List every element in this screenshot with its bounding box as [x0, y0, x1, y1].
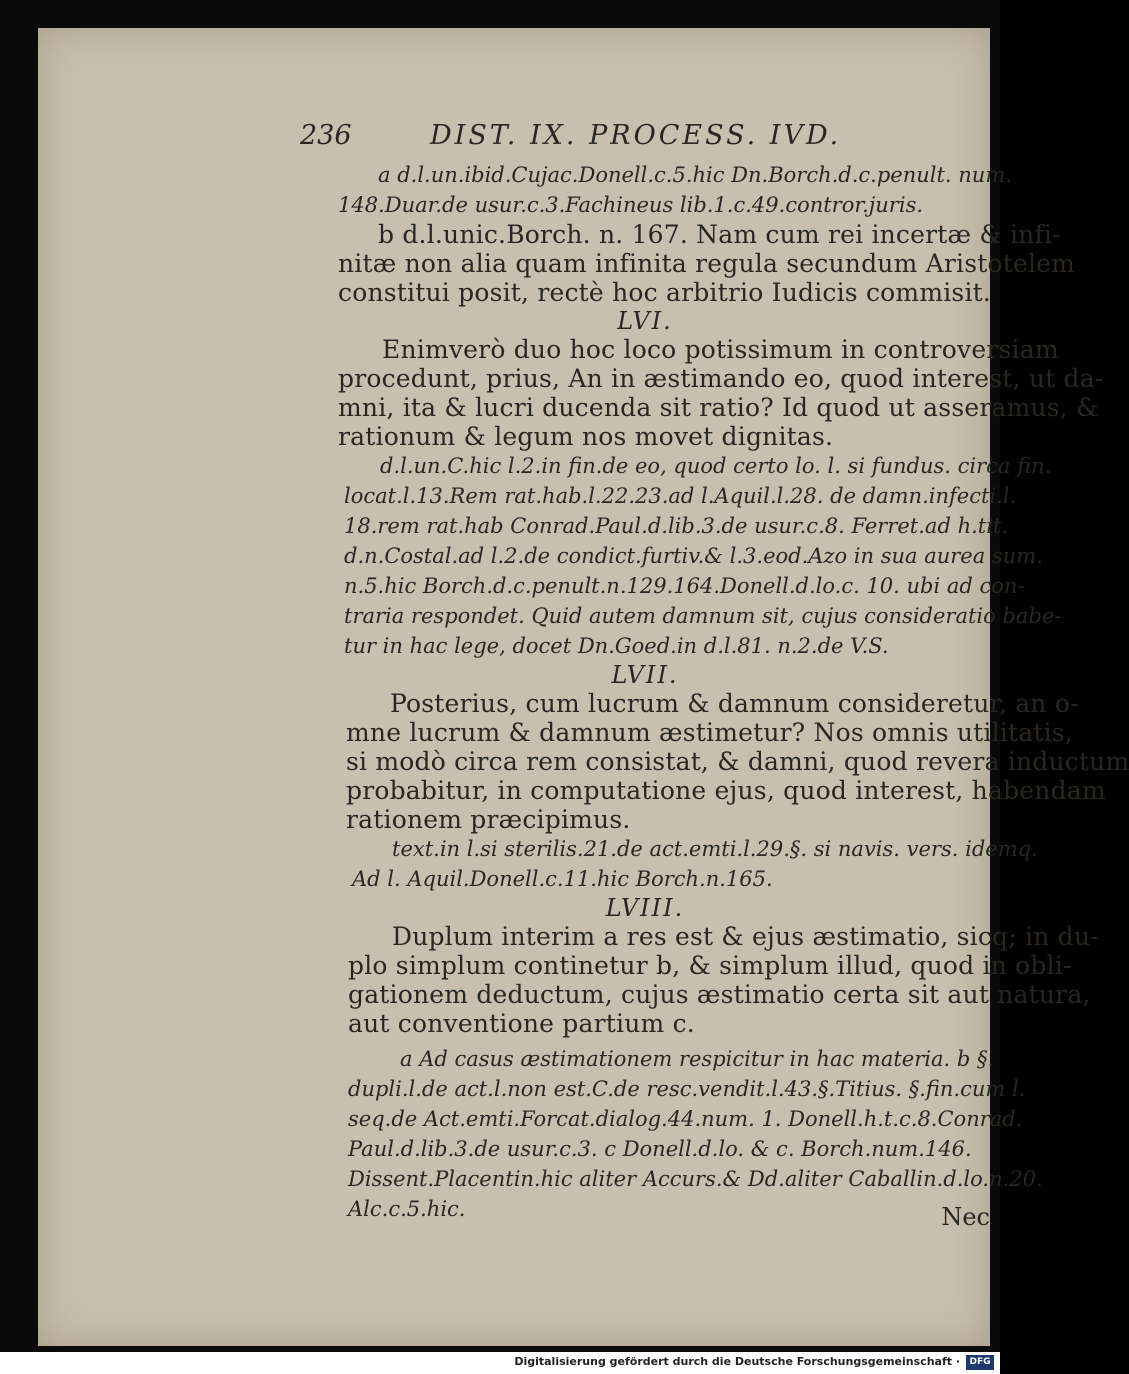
footnote-line: Dissent.Placentin.hic aliter Accurs.& Dd.aliter Caballin.d.lo.n.20.: [348, 1167, 1043, 1191]
digitization-footer: [0, 1352, 1000, 1374]
page-number: 236: [300, 120, 352, 151]
footnote-line: 148.Duar.de usur.c.3.Fachineus lib.1.c.49.contror.juris.: [338, 193, 924, 217]
text-line: mni, ita & lucri ducenda sit ratio? Id quod ut asseramus, &: [338, 393, 1099, 422]
footnote-line: d.n.Costal.ad l.2.de condict.furtiv.& l.3.eod.Azo in sua aurea sum.: [344, 544, 1043, 568]
footer-credit: Digitalisierung gefördert durch die Deutsche Forschungsgemeinschaft ·: [514, 1355, 960, 1368]
footnote-line: locat.l.13.Rem rat.hab.l.22.23.ad l.Aquil.l.28. de damn.infecti.l.: [344, 484, 1017, 508]
footnote-line: d.l.un.C.hic l.2.in fin.de eo, quod certo lo. l. si fundus. circa fin.: [380, 454, 1052, 478]
text-line: procedunt, prius, An in æstimando eo, quod interest, ut da-: [338, 364, 1104, 393]
footnote-line: a Ad casus æstimationem respicitur in hac materia. b §.: [400, 1047, 995, 1071]
page-content: [300, 120, 1129, 1231]
footnote-line: traria respondet. Quid autem damnum sit, cujus consideratio babe-: [344, 604, 1062, 628]
text-line: Duplum interim a res est & ejus æstimatio, sicq; in du-: [392, 922, 1099, 951]
section-heading: LVI.: [617, 307, 673, 335]
text-line: probabitur, in computatione ejus, quod interest, habendam: [346, 776, 1106, 805]
text-line: rationum & legum nos movet dignitas.: [338, 422, 834, 451]
text-line: gationem deductum, cujus æstimatio certa sit aut natura,: [348, 980, 1091, 1009]
footnote-line: Ad l. Aquil.Donell.c.11.hic Borch.n.165.: [352, 867, 773, 891]
page-header: [300, 120, 990, 160]
running-head: DIST. IX. PROCESS. IVD.: [430, 120, 842, 151]
section-heading: LVIII.: [605, 894, 685, 922]
text-line: b d.l.unic.Borch. n. 167. Nam cum rei incertæ & infi-: [378, 220, 1061, 249]
footnote-line: n.5.hic Borch.d.c.penult.n.129.164.Donell.d.lo.c. 10. ubi ad con-: [344, 574, 1025, 598]
text-line: nitæ non alia quam infinita regula secundum Aristotelem: [338, 249, 1076, 278]
text-line: mne lucrum & damnum æstimetur? Nos omnis utilitatis,: [346, 718, 1073, 747]
footnote-line: seq.de Act.emti.Forcat.dialog.44.num. 1. Donell.h.t.c.8.Conrad.: [348, 1107, 1023, 1131]
text-line: aut conventione partium c.: [348, 1009, 695, 1038]
footnote-line: Paul.d.lib.3.de usur.c.3. c Donell.d.lo. & c. Borch.num.146.: [348, 1137, 972, 1161]
text-line: rationem præcipimus.: [346, 805, 631, 834]
text-line: constitui posit, rectè hoc arbitrio Iudicis commisit.: [338, 278, 992, 307]
text-line: plo simplum continetur b, & simplum illud, quod in obli-: [348, 951, 1072, 980]
section-heading: LVII.: [611, 661, 679, 689]
footnote-line: Alc.c.5.hic.: [348, 1197, 466, 1221]
catchword: Nec: [941, 1203, 990, 1231]
text-line: si modò circa rem consistat, & damni, quod revera inductum: [346, 747, 1129, 776]
footnote-line: tur in hac lege, docet Dn.Goed.in d.l.81. n.2.de V.S.: [344, 634, 889, 658]
footnote-line: text.in l.si sterilis.21.de act.emti.l.29.§. si navis. vers. idemq.: [392, 837, 1038, 861]
footnote-line: 18.rem rat.hab Conrad.Paul.d.lib.3.de usur.c.8. Ferret.ad h.tit.: [344, 514, 1009, 538]
footnote-line: a d.l.un.ibid.Cujac.Donell.c.5.hic Dn.Borch.d.c.penult. num.: [378, 163, 1012, 187]
text-line: Enimverò duo hoc loco potissimum in controversiam: [382, 335, 1059, 364]
footnote-line: dupli.l.de act.l.non est.C.de resc.vendit.l.43.§.Titius. §.fin.cum l.: [348, 1077, 1026, 1101]
text-line: Posterius, cum lucrum & damnum consideretur, an o-: [390, 689, 1079, 718]
dfg-logo-icon: DFG: [966, 1355, 994, 1370]
book-page: [38, 28, 1129, 1346]
